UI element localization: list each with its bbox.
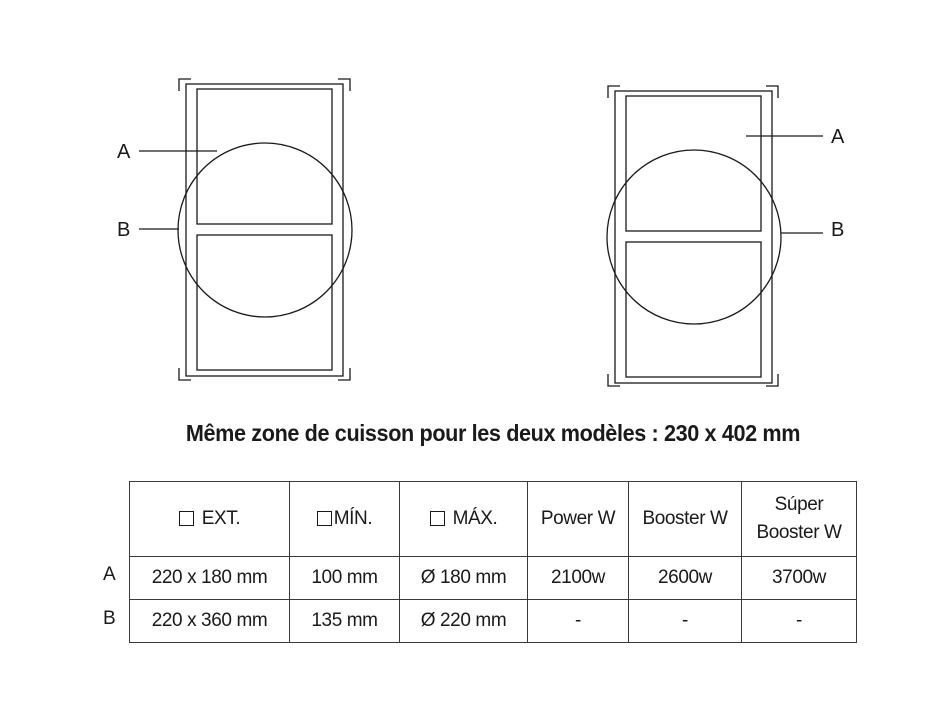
- square-icon: [430, 511, 445, 526]
- header-label: MÍN.: [333, 508, 373, 530]
- table-cell: Ø 220 mm: [400, 600, 528, 643]
- left-corner-bracket-bl: [179, 368, 191, 380]
- specs-table: [129, 481, 857, 643]
- table-cell: -: [629, 600, 742, 643]
- table-row: [130, 557, 857, 600]
- table-cell: 220 x 360 mm: [130, 600, 290, 643]
- left-corner-bracket-br: [338, 368, 350, 380]
- header-min: [290, 482, 400, 557]
- table-cell: -: [528, 600, 629, 643]
- left-corner-bracket-tl: [179, 79, 191, 91]
- square-icon: [179, 511, 194, 526]
- header-power: [528, 482, 629, 557]
- header-booster: [629, 482, 742, 557]
- left-outer-frame: [186, 84, 343, 376]
- left-corner-bracket-tr: [338, 79, 350, 91]
- left-label-a: A: [117, 141, 131, 163]
- header-label: Power W: [540, 508, 616, 530]
- table-cell: 2600w: [629, 557, 742, 600]
- right-label-b: B: [831, 219, 845, 241]
- row-label-b: B: [103, 608, 116, 629]
- table-cell: 100 mm: [290, 557, 400, 600]
- header-label-line2: Booster W: [756, 522, 842, 543]
- table-cell: -: [742, 600, 857, 643]
- header-label: MÁX.: [452, 508, 498, 530]
- table-cell: Ø 180 mm: [400, 557, 528, 600]
- right-cooktop-diagram: [607, 86, 823, 386]
- table-cell: 2100w: [528, 557, 629, 600]
- right-circle-zone: [607, 150, 781, 324]
- right-outer-frame: [615, 91, 772, 383]
- header-max: [400, 482, 528, 557]
- header-ext: [130, 482, 290, 557]
- table-cell: 220 x 180 mm: [130, 557, 290, 600]
- header-label: Booster W: [642, 508, 728, 530]
- row-label-a: A: [103, 564, 116, 585]
- square-icon: [317, 511, 332, 526]
- table-row: [130, 600, 857, 643]
- cooking-zone-caption: Même zone de cuisson pour les deux modèles : 230 x 402 mm: [185, 420, 801, 446]
- right-label-a: A: [831, 126, 845, 148]
- right-corner-bracket-bl: [608, 374, 620, 386]
- header-label-line1: Súper: [774, 494, 824, 516]
- header-label: EXT.: [201, 508, 241, 530]
- table-cell: 135 mm: [290, 600, 400, 643]
- header-super-booster: [742, 482, 857, 557]
- right-corner-bracket-tl: [608, 86, 620, 98]
- left-label-b: B: [117, 219, 131, 241]
- left-circle-zone: [178, 143, 352, 317]
- left-cooktop-diagram: [139, 79, 352, 380]
- table-cell: 3700w: [742, 557, 857, 600]
- table-header-row: [130, 482, 857, 557]
